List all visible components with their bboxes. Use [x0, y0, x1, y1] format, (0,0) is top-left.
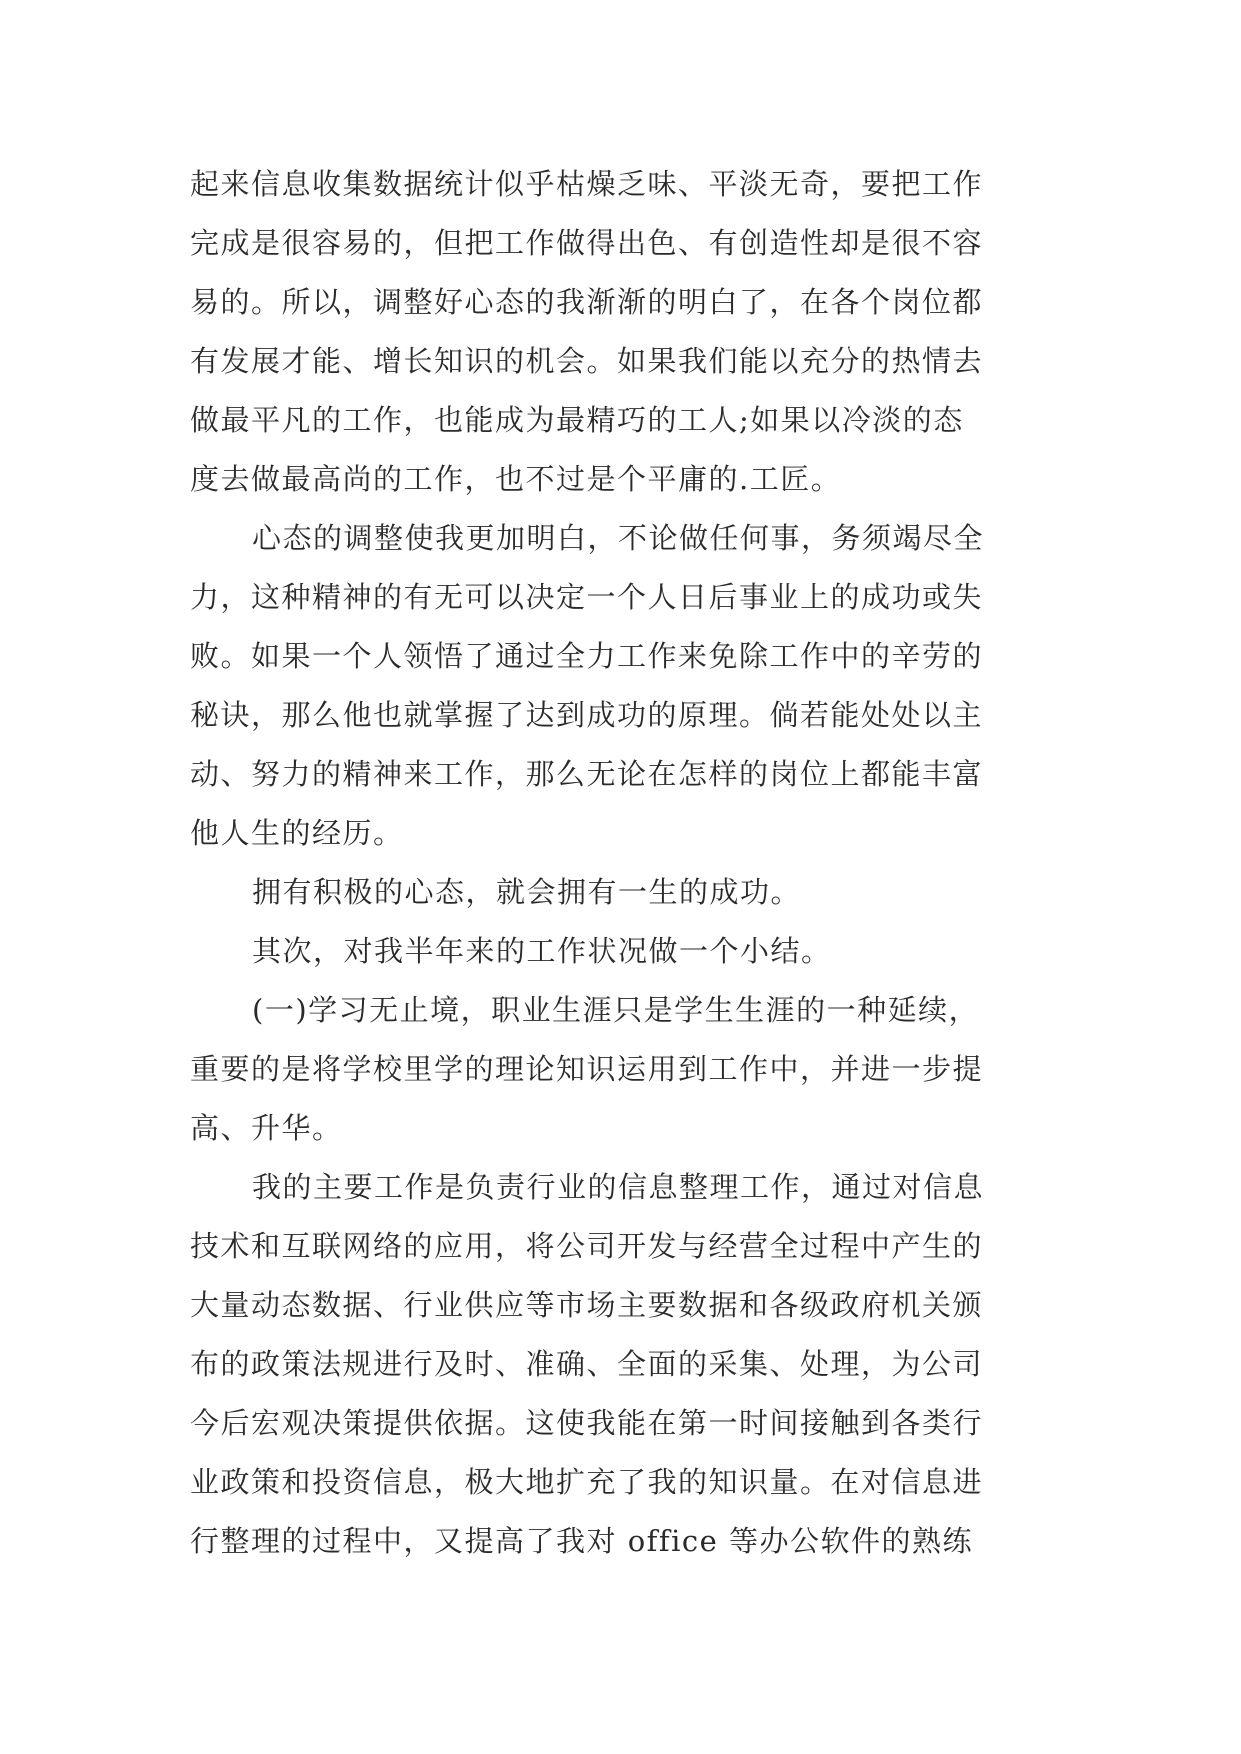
text-line: 行整理的过程中，又提高了我对 office 等办公软件的熟练 — [190, 1524, 974, 1558]
paragraph-5 — [190, 981, 1070, 1158]
text-line: 做最平凡的工作，也能成为最精巧的工人;如果以冷淡的态 — [190, 403, 964, 437]
text-line: 动、努力的精神来工作，那么无论在怎样的岗位上都能丰富 — [190, 757, 984, 791]
text-line: 重要的是将学校里学的理论知识运用到工作中，并进一步提 — [190, 1052, 984, 1086]
text-line: 大量动态数据、行业供应等市场主要数据和各级政府机关颁 — [190, 1288, 984, 1322]
text-line: 他人生的经历。 — [190, 816, 404, 850]
text-line: 力，这种精神的有无可以决定一个人日后事业上的成功或失 — [190, 580, 984, 614]
text-line: 拥有积极的心态，就会拥有一生的成功。 — [252, 875, 802, 909]
text-line: (一)学习无止境，职业生涯只是学生生涯的一种延续， — [252, 993, 980, 1027]
text-line: 技术和互联网络的应用，将公司开发与经营全过程中产生的 — [190, 1229, 984, 1263]
text-line: 其次，对我半年来的工作状况做一个小结。 — [252, 934, 832, 968]
paragraph-3 — [190, 863, 1070, 922]
paragraph-1 — [190, 155, 1070, 509]
text-line: 起来信息收集数据统计似乎枯燥乏味、平淡无奇，要把工作 — [190, 167, 984, 201]
text-line: 度去做最高尚的工作，也不过是个平庸的.工匠。 — [190, 462, 842, 496]
paragraph-2 — [190, 509, 1070, 863]
text-line: 今后宏观决策提供依据。这使我能在第一时间接触到各类行 — [190, 1406, 984, 1440]
paragraph-6 — [190, 1158, 1070, 1571]
text-line: 我的主要工作是负责行业的信息整理工作，通过对信息 — [252, 1170, 985, 1204]
text-line: 布的政策法规进行及时、准确、全面的采集、处理，为公司 — [190, 1347, 984, 1381]
text-line: 有发展才能、增长知识的机会。如果我们能以充分的热情去 — [190, 344, 984, 378]
paragraph-4 — [190, 922, 1070, 981]
text-line: 业政策和投资信息，极大地扩充了我的知识量。在对信息进 — [190, 1465, 984, 1499]
text-line: 败。如果一个人领悟了通过全力工作来免除工作中的辛劳的 — [190, 639, 984, 673]
text-line: 完成是很容易的，但把工作做得出色、有创造性却是很不容 — [190, 226, 984, 260]
text-line: 高、升华。 — [190, 1111, 343, 1145]
document-body — [190, 155, 1070, 1571]
text-line: 易的。所以，调整好心态的我渐渐的明白了，在各个岗位都 — [190, 285, 984, 319]
text-line: 心态的调整使我更加明白，不论做任何事，务须竭尽全 — [252, 521, 985, 555]
text-line: 秘诀，那么他也就掌握了达到成功的原理。倘若能处处以主 — [190, 698, 984, 732]
